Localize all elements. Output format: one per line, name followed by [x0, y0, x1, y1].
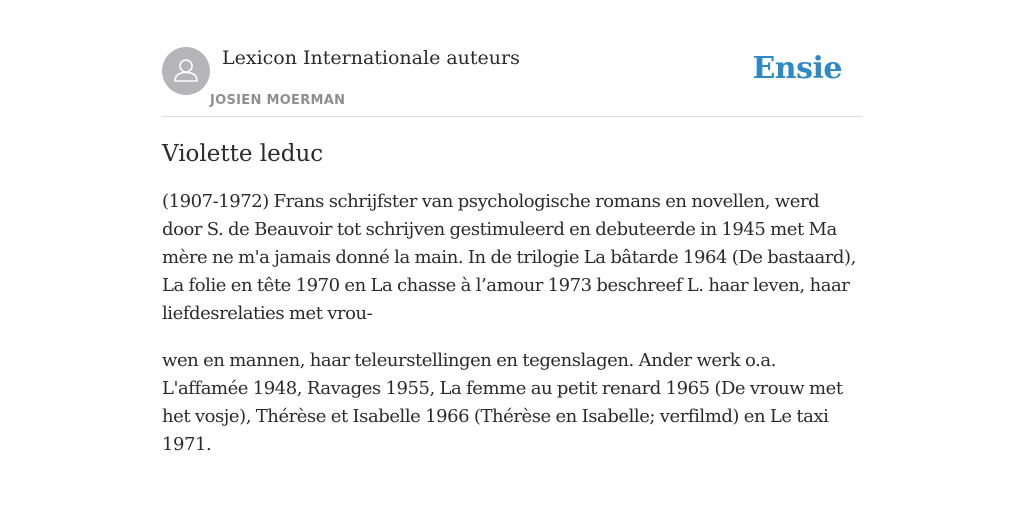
collection-title[interactable]: Lexicon Internationale auteurs — [222, 47, 520, 69]
article-paragraph: (1907-1972) Frans schrijfster van psychologische romans en novellen, werd door S. de Beauvoir tot schrijven gestimuleerd en debuteerde in 1945 met Ma mère ne m'a jamais donné la main. In de trilogie La bâtarde 1964 (De bastaard), La folie en tête 1970 en La chasse à l’amour 1973 beschreef L. haar leven, haar liefdesrelaties met vrou- — [162, 191, 856, 324]
article-paragraph: wen en mannen, haar teleurstellingen en tegenslagen. Ander werk o.a. L'affamée 1948, Ravages 1955, La femme au petit renard 1965 (De vrouw met het vosje), Thérèse et Isabelle 1966 (Thérèse en Isabelle; verfilmd) en Le taxi 1971. — [162, 350, 843, 455]
user-placeholder-icon — [162, 47, 210, 95]
article-title: Violette leduc — [162, 141, 324, 167]
header — [162, 46, 862, 117]
author-name[interactable]: JOSIEN MOERMAN — [210, 93, 346, 108]
article — [162, 138, 862, 478]
brand-logo[interactable]: Ensie — [752, 51, 842, 86]
avatar[interactable] — [162, 47, 210, 95]
